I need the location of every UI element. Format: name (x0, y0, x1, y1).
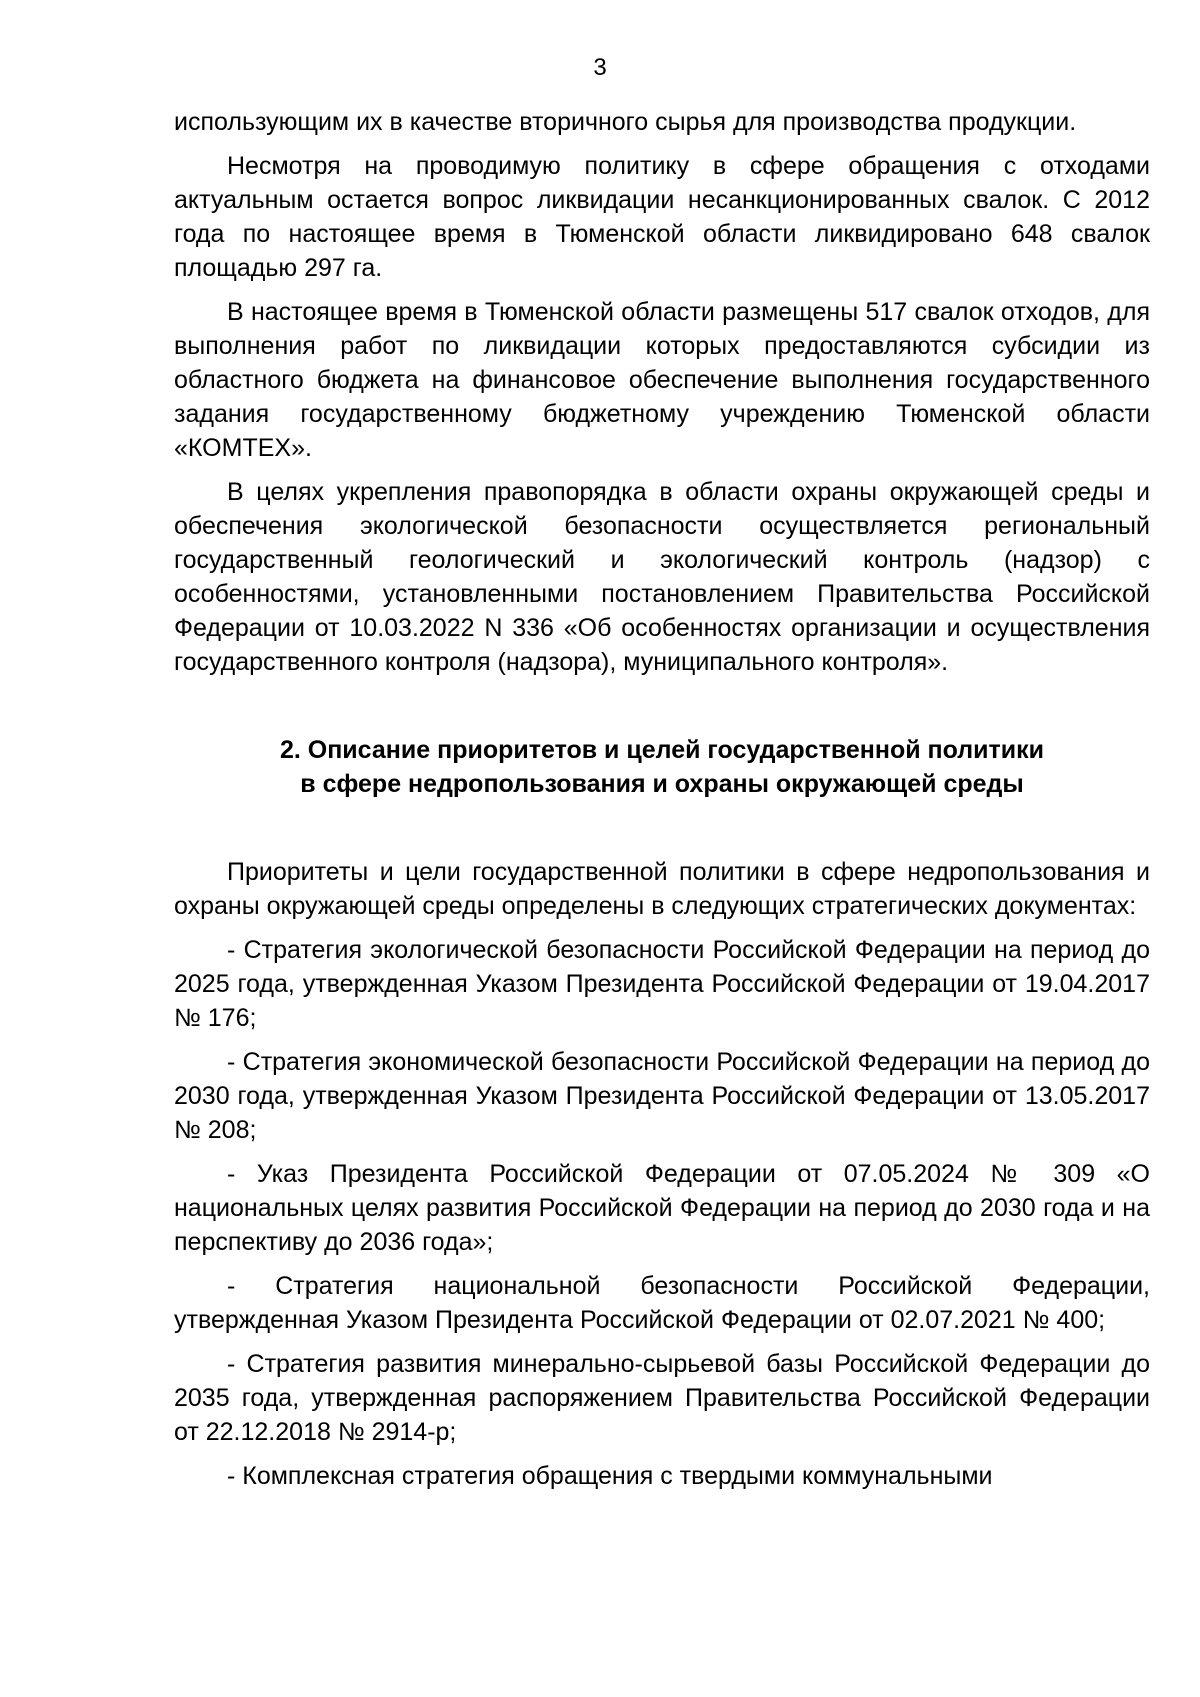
list-item-strategy-national-security: - Стратегия национальной безопасности Российской Федерации, утвержденная Указом Президента Российской Федерации от 02.07.2021 № 400; (174, 1272, 1150, 1334)
list-item-strategy-waste: - Комплексная стратегия обращения с твердыми коммунальными (227, 1462, 993, 1490)
paragraph-continuation: использующим их в качестве вторичного сырья для производства продукции. (174, 108, 1077, 136)
paragraph-dumps-subsidies: В настоящее время в Тюменской области размещены 517 свалок отходов, для выполнения работ по ликвидации которых предоставляются субсидии из областного бюджета на финансовое обеспечение выполнения государственного задания государственному бюджетному учреждению Тюменской области «КОМТЕХ». (174, 298, 1150, 462)
section-heading-line-1: 2. Описание приоритетов и целей государственной политики (279, 736, 1045, 764)
list-item-decree-national-goals: - Указ Президента Российской Федерации от 07.05.2024 № 309 «О национальных целях развития Российской Федерации на период до 2030 года и на перспективу до 2036 года»; (174, 1160, 1150, 1256)
list-item-strategy-ecological: - Стратегия экологической безопасности Российской Федерации на период до 2025 года, утвержденная Указом Президента Российской Федерации от 19.04.2017 № 176; (174, 936, 1150, 1032)
paragraph-priorities-intro: Приоритеты и цели государственной политики в сфере недропользования и охраны окружающей среды определены в следующих стратегических документах: (174, 858, 1150, 920)
page-number: 3 (593, 54, 607, 81)
paragraph-environmental-control: В целях укрепления правопорядка в области охраны окружающей среды и обеспечения экологической безопасности осуществляется региональный государственный геологический и экологический контроль (надзор) с особенностями, установленными постановлением Правительства Российской Федерации от 10.03.2022 N 336 «Об особенностях организации и осуществления государственного контроля (надзора), муниципального контроля». (174, 478, 1150, 676)
list-item-strategy-mineral-base: - Стратегия развития минерально-сырьевой базы Российской Федерации до 2035 года, утвержденная распоряжением Правительства Российской Федерации от 22.12.2018 № 2914-р; (174, 1350, 1150, 1446)
paragraph-dumps-liquidation: Несмотря на проводимую политику в сфере обращения с отходами актуальным остается вопрос ликвидации несанкционированных свалок. С 2012 года по настоящее время в Тюменской области ликвидировано 648 свалок площадью 297 га. (174, 152, 1150, 282)
list-item-strategy-economic: - Стратегия экономической безопасности Российской Федерации на период до 2030 года, утвержденная Указом Президента Российской Федерации от 13.05.2017 № 208; (174, 1048, 1150, 1144)
section-heading-line-2: в сфере недропользования и охраны окружающей среды (300, 770, 1024, 798)
document-body (174, 105, 1150, 1503)
section-heading (174, 733, 1150, 801)
